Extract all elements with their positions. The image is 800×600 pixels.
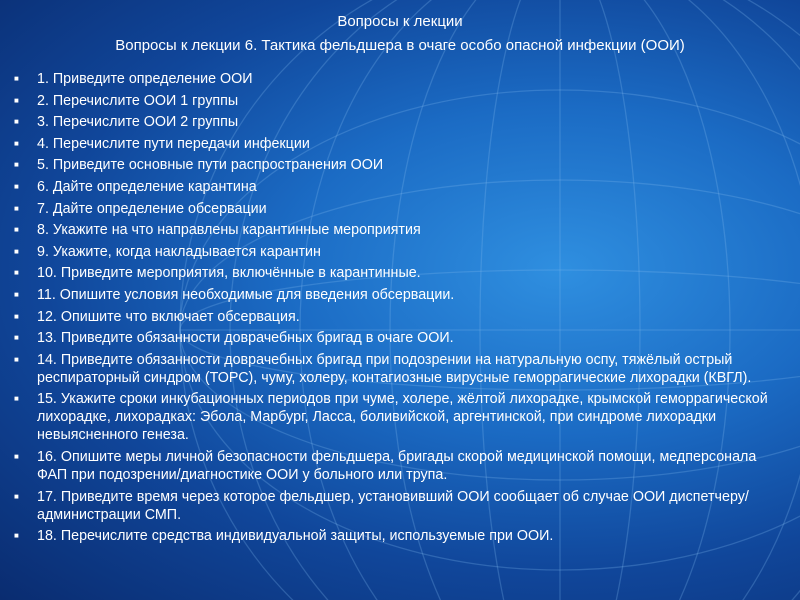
square-bullet-icon: ■	[14, 394, 19, 404]
square-bullet-icon: ■	[14, 117, 19, 127]
question-text: 2. Перечислите ООИ 1 группы	[37, 92, 239, 109]
list-item	[10, 221, 786, 239]
question-text: 13. Приведите обязанности доврачебных бригад в очаге ООИ.	[37, 330, 454, 347]
list-item	[10, 286, 786, 304]
list-item	[10, 448, 786, 484]
list-item	[10, 113, 786, 131]
question-text: 14. Приведите обязанности доврачебных бригад при подозрении на натуральную оспу, тяжёлый острый респираторный синдром (ТОРС), чуму, холеру, контагиозные вирусные геморрагические лихорадки (КВГЛ).	[37, 351, 752, 386]
square-bullet-icon: ■	[14, 289, 19, 299]
list-item	[10, 92, 786, 110]
square-bullet-icon: ■	[14, 74, 19, 83]
list-item	[10, 70, 786, 88]
question-text: 4. Перечислите пути передачи инфекции	[37, 135, 310, 152]
question-list	[10, 70, 786, 549]
square-bullet-icon: ■	[14, 491, 19, 501]
question-text: 7. Дайте определение обсервации	[37, 200, 267, 217]
question-text: 16. Опишите меры личной безопасности фельдшера, бригады скорой медицинской помощи, медперсонала ФАП при подозрении/диагностике ООИ у больного или трупа.	[37, 448, 757, 483]
list-item	[10, 264, 786, 282]
slide-subtitle: Вопросы к лекции 6. Тактика фельдшера в очаге особо опасной инфекции (ООИ)	[115, 37, 685, 54]
list-item	[10, 178, 786, 196]
square-bullet-icon: ■	[14, 225, 19, 235]
list-item	[10, 527, 786, 545]
square-bullet-icon: ■	[14, 138, 19, 148]
square-bullet-icon: ■	[14, 354, 19, 364]
slide-title: Вопросы к лекции	[337, 13, 463, 30]
square-bullet-icon: ■	[14, 246, 19, 256]
list-item	[10, 308, 786, 326]
question-text: 3. Перечислите ООИ 2 группы	[37, 114, 239, 131]
question-text: 5. Приведите основные пути распространения ООИ	[37, 157, 384, 174]
question-text: 12. Опишите что включает обсервация.	[37, 308, 300, 325]
question-text: 15. Укажите сроки инкубационных периодов при чуме, холере, жёлтой лихорадке, крымской геморрагической лихорадке, лихорадках: Эбола, Марбург, Ласса, боливийской, аргентинской, при синдроме лихорадки невыясненного генеза.	[37, 391, 768, 444]
square-bullet-icon: ■	[14, 333, 19, 343]
square-bullet-icon: ■	[14, 268, 19, 278]
list-item	[10, 200, 786, 218]
square-bullet-icon: ■	[14, 160, 19, 170]
square-bullet-icon: ■	[14, 531, 19, 541]
square-bullet-icon: ■	[14, 203, 19, 213]
question-text: 6. Дайте определение карантина	[37, 178, 257, 195]
list-item	[10, 351, 786, 387]
question-text: 10. Приведите мероприятия, включённые в карантинные.	[37, 265, 421, 282]
question-text: 9. Укажите, когда накладывается карантин	[37, 243, 321, 260]
list-item	[10, 156, 786, 174]
slide-header	[0, 12, 800, 56]
list-item	[10, 390, 786, 444]
question-text: 11. Опишите условия необходимые для введения обсервации.	[37, 286, 455, 303]
question-text: 8. Укажите на что направлены карантинные мероприятия	[37, 222, 421, 239]
list-item	[10, 243, 786, 261]
list-item	[10, 135, 786, 153]
list-item	[10, 488, 786, 524]
square-bullet-icon: ■	[14, 95, 19, 105]
list-item	[10, 329, 786, 347]
square-bullet-icon: ■	[14, 311, 19, 321]
square-bullet-icon: ■	[14, 181, 19, 191]
question-text: 1. Приведите определение ООИ	[37, 71, 253, 87]
question-text: 18. Перечислите средства индивидуальной защиты, используемые при ООИ.	[37, 528, 554, 545]
question-text: 17. Приведите время через которое фельдшер, установивший ООИ сообщает об случае ООИ диспетчеру/администрации СМП.	[37, 488, 749, 523]
square-bullet-icon: ■	[14, 451, 19, 461]
